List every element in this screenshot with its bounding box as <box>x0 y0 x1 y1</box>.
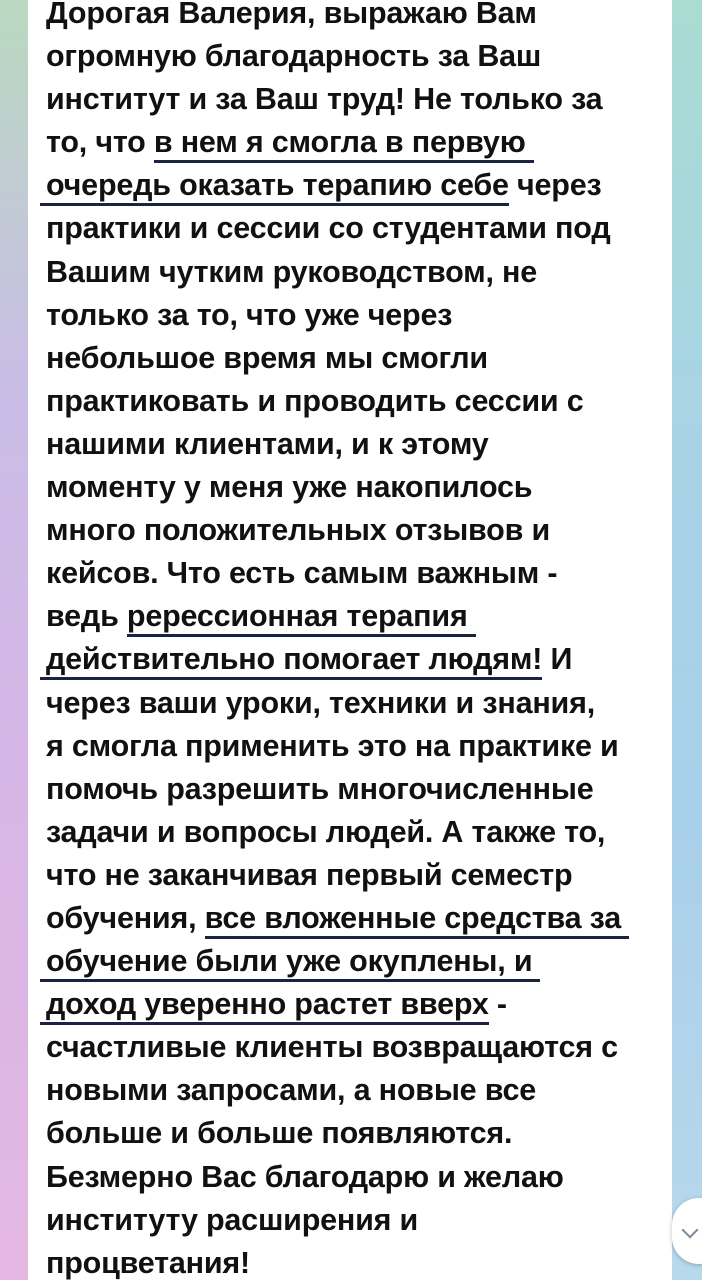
message-text-run: задачи и вопросы людей. А также то, <box>46 814 606 849</box>
message-line <box>46 121 666 164</box>
message-line <box>46 1112 666 1155</box>
underlined-phrase: все вложенные средства за <box>205 901 629 939</box>
message-line <box>46 897 666 940</box>
message-text-run: институту расширения и <box>46 1202 419 1237</box>
message-text-run: через <box>508 168 602 203</box>
message-line <box>46 466 666 509</box>
underlined-phrase: очередь оказать терапию себе <box>40 168 509 206</box>
message-line <box>46 1199 666 1242</box>
message-line <box>46 0 666 35</box>
message-line <box>46 294 666 337</box>
message-line <box>46 811 666 854</box>
message-text-run: я смогла применить это на практике и <box>46 728 619 763</box>
message-text <box>46 0 666 1280</box>
message-text-run: Дорогая Валерия, выражаю Вам <box>46 0 537 30</box>
message-line <box>46 1156 666 1199</box>
message-text-run: только за то, что уже через <box>46 297 453 332</box>
message-text-run: счастливые клиенты возвращаются с <box>46 1030 618 1065</box>
message-line <box>46 78 666 121</box>
chat-wallpaper-right <box>672 0 702 1280</box>
underlined-phrase: доход уверенно растет вверх <box>40 987 489 1025</box>
message-text-run: практиковать и проводить сессии с <box>46 383 584 418</box>
message-line <box>46 509 666 552</box>
message-line <box>46 595 666 638</box>
message-line <box>46 1242 666 1280</box>
message-text-run: небольшое время мы смогли <box>46 340 488 375</box>
message-text-run: обучения, <box>46 900 205 935</box>
message-text-run: И <box>542 642 573 677</box>
message-line <box>46 638 666 681</box>
message-text-run: процветания! <box>46 1245 250 1280</box>
message-line <box>46 423 666 466</box>
message-line <box>46 768 666 811</box>
message-text-run: институт и за Ваш труд! Не только за <box>46 82 603 117</box>
message-text-run: моменту у меня уже накопилось <box>46 470 533 505</box>
message-text-run: новыми запросами, а новые все <box>46 1073 537 1108</box>
message-text-run: огромную благодарность за Ваш <box>46 39 542 74</box>
message-line <box>46 983 666 1026</box>
message-line <box>46 552 666 595</box>
underlined-phrase: действительно помогает людям! <box>40 642 542 680</box>
underlined-phrase: в нем я смогла в первую <box>154 125 534 163</box>
message-text-run: - <box>488 987 507 1022</box>
message-text-run: практики и сессии со студентами под <box>46 211 611 246</box>
message-line <box>46 1026 666 1069</box>
message-text-run: много положительных отзывов и <box>46 513 550 548</box>
message-text-run: через ваши уроки, техники и знания, <box>46 685 595 720</box>
chat-wallpaper-left <box>0 0 28 1280</box>
message-text-run: Безмерно Вас благодарю и желаю <box>46 1159 564 1194</box>
message-text-run: Вашим чутким руководством, не <box>46 254 538 289</box>
message-line <box>46 251 666 294</box>
message-text-run: ведь <box>46 599 127 634</box>
message-line <box>46 164 666 207</box>
message-text-run: кейсов. Что есть самым важным - <box>46 556 558 591</box>
message-line <box>46 725 666 768</box>
underlined-phrase: ререссионная терапия <box>127 599 476 637</box>
message-text-run: помочь разрешить многочисленные <box>46 771 594 806</box>
message-line <box>46 35 666 78</box>
message-line <box>46 940 666 983</box>
message-text-run: то, что <box>46 125 154 160</box>
message-line <box>46 337 666 380</box>
message-text-run: что не заканчивая первый семестр <box>46 857 573 892</box>
underlined-phrase: обучение были уже окуплены, и <box>40 944 540 982</box>
message-text-run: больше и больше появляются. <box>46 1116 513 1151</box>
message-line <box>46 682 666 725</box>
message-line <box>46 1069 666 1112</box>
chevron-icon <box>682 1222 699 1239</box>
message-line <box>46 854 666 897</box>
message-line <box>46 207 666 250</box>
message-line <box>46 380 666 423</box>
message-text-run: нашими клиентами, и к этому <box>46 426 489 461</box>
